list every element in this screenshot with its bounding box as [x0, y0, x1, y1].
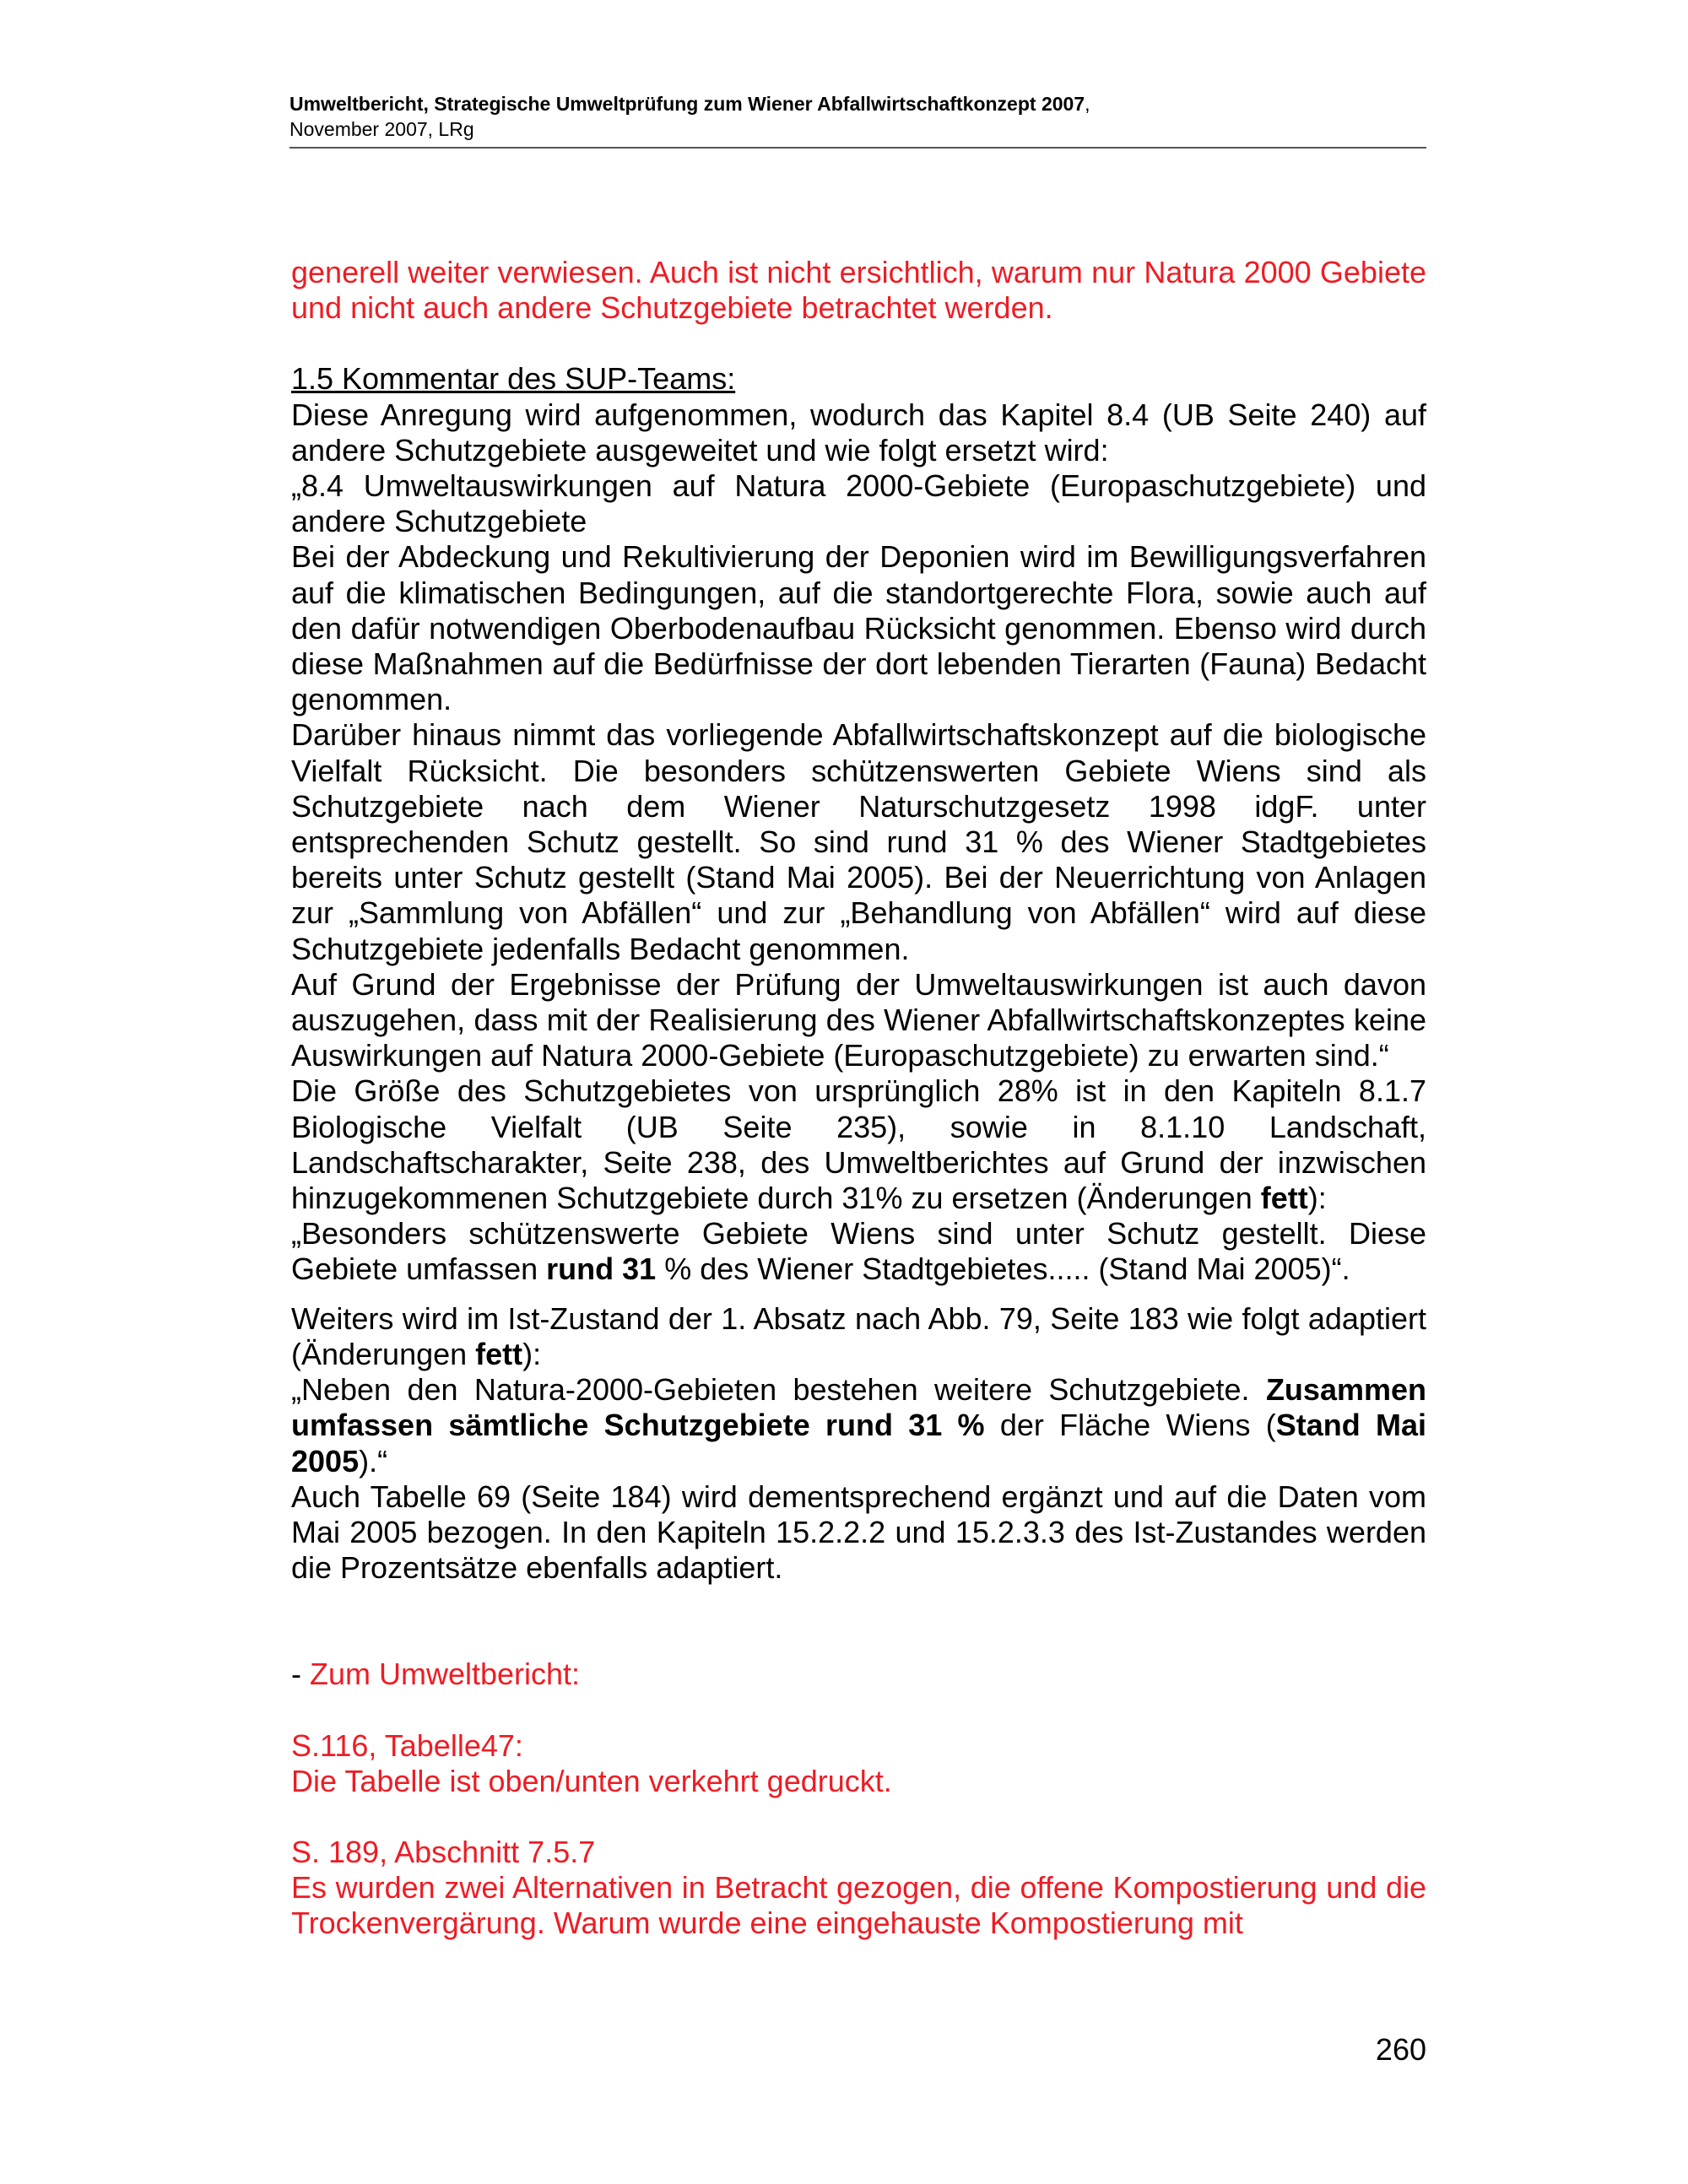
- header-title: Umweltbericht, Strategische Umweltprüfung zum Wiener Abfallwirtschaftkonzept 2007,: [289, 93, 1090, 115]
- paragraph-3: Bei der Abdeckung und Rekultivierung der Deponien wird im Bewilligungsverfahren auf die klimatischen Bedingungen, auf die standortgerechte Flora, sowie auch auf den dafür notwendigen Oberbodenaufbau Rücksicht genommen. Ebenso wird durch diese Maßnahmen auf die Bedürfnisse der dort lebenden Tierarten (Fauna) Bedacht genommen.: [291, 539, 1426, 717]
- paragraph-8: Weiters wird im Ist-Zustand der 1. Absatz nach Abb. 79, Seite 183 wie folgt adaptiert (Änderungen fett):: [291, 1300, 1426, 1371]
- paragraph-1: Diese Anregung wird aufgenommen, wodurch das Kapitel 8.4 (UB Seite 240) auf andere Schutzgebiete ausgeweitet und wie folgt ersetzt wird:: [291, 397, 1426, 468]
- paragraph-6: Die Größe des Schutzgebietes von ursprünglich 28% ist in den Kapiteln 8.1.7 Biologische Vielfalt (UB Seite 235), sowie in 8.1.10 Landschaft, Landschaftscharakter, Seite 238, des Umweltberichtes auf Grund der inzwischen hinzugekommenen Schutzgebiete durch 31% zu ersetzen (Änderungen fett):: [291, 1073, 1426, 1216]
- page-number: 260: [1375, 2032, 1426, 2067]
- header-title-comma: ,: [1085, 93, 1090, 115]
- section-heading: 1.5 Kommentar des SUP-Teams:: [291, 361, 736, 397]
- paragraph-5: Auf Grund der Ergebnisse der Prüfung der Umweltauswirkungen ist auch davon auszugehen, dass mit der Realisierung des Wiener Abfallwirtschaftskonzeptes keine Auswirkungen auf Natura 2000-Gebiete (Europaschutzgebiete) zu erwarten sind.“: [291, 966, 1426, 1073]
- paragraph-4: Darüber hinaus nimmt das vorliegende Abfallwirtschaftskonzept auf die biologische Vielfalt Rücksicht. Die besonders schützenswerten Gebiete Wiens sind als Schutzgebiete nach dem Wiener Naturschutzgesetz 1998 idgF. unter entsprechenden Schutz gestellt. So sind rund 31 % des Wiener Stadtgebietes bereits unter Schutz gestellt (Stand Mai 2005). Bei der Neuerrichtung von Anlagen zur „Sammlung von Abfällen“ und zur „Behandlung von Abfällen“ wird auf diese Schutzgebiete jedenfalls Bedacht genommen.: [291, 717, 1426, 966]
- header-subtitle: November 2007, LRg: [289, 118, 474, 140]
- paragraph-7: „Besonders schützenswerte Gebiete Wiens sind unter Schutz gestellt. Diese Gebiete umfassen rund 31 % des Wiener Stadtgebietes..... (Stand Mai 2005)“.: [291, 1216, 1426, 1287]
- page-header: [289, 91, 1426, 149]
- paragraph-10: Auch Tabelle 69 (Seite 184) wird dementsprechend ergänzt und auf die Daten vom Mai 2005 bezogen. In den Kapiteln 15.2.2.2 und 15.2.3.3 des Ist-Zustandes werden die Prozentsätze ebenfalls adaptiert.: [291, 1479, 1426, 1586]
- intro-comment: generell weiter verwiesen. Auch ist nicht ersichtlich, warum nur Natura 2000 Gebiete und nicht auch andere Schutzgebiete betrachtet werden.: [291, 255, 1426, 326]
- umweltbericht-heading: - Zum Umweltbericht:: [291, 1657, 581, 1692]
- s189-title: S. 189, Abschnitt 7.5.7: [291, 1834, 596, 1869]
- paragraph-2: „8.4 Umweltauswirkungen auf Natura 2000-Gebiete (Europaschutzgebiete) und andere Schutzgebiete: [291, 468, 1426, 539]
- paragraph-9: „Neben den Natura-2000-Gebieten bestehen weitere Schutzgebiete. Zusammen umfassen sämtliche Schutzgebiete rund 31 % der Fläche Wiens (Stand Mai 2005).“: [291, 1372, 1426, 1479]
- s189-text: Es wurden zwei Alternativen in Betracht gezogen, die offene Kompostierung und die Trockenvergärung. Warum wurde eine eingehauste Kompostierung mit: [291, 1870, 1426, 1941]
- s116-text: Die Tabelle ist oben/unten verkehrt gedruckt.: [291, 1763, 892, 1798]
- document-body: [291, 255, 1426, 1942]
- s116-title: S.116, Tabelle47:: [291, 1727, 523, 1763]
